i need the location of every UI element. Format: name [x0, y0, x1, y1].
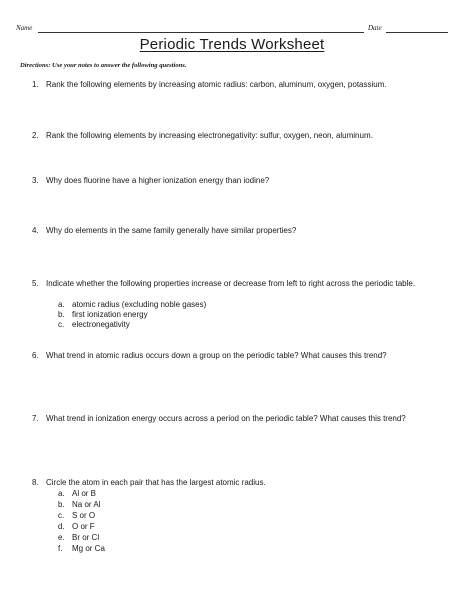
date-label: Date — [368, 24, 382, 32]
name-label: Name — [16, 24, 33, 32]
question-6 — [32, 351, 402, 361]
list-item — [58, 500, 100, 510]
item-letter: a. — [58, 300, 65, 309]
list-item — [58, 320, 130, 330]
question-number: 3. — [32, 176, 39, 185]
item-text: S or O — [72, 511, 96, 520]
list-item — [58, 310, 148, 320]
question-text: Rank the following elements by increasing electronegativity: sulfur, oxygen, neon, aluminum. — [46, 131, 373, 140]
item-text: Na or Al — [72, 500, 101, 509]
list-item — [58, 533, 99, 543]
question-number: 5. — [32, 279, 39, 288]
list-item — [58, 489, 96, 499]
question-text: Rank the following elements by increasing atomic radius: carbon, aluminum, oxygen, potassium. — [46, 80, 387, 89]
title-text: Periodic Trends Worksheet — [139, 36, 325, 53]
page-title — [0, 36, 464, 53]
question-7 — [32, 414, 412, 424]
item-letter: c. — [58, 511, 65, 520]
item-letter: e. — [58, 533, 65, 542]
question-text: Why does fluorine have a higher ionization energy than iodine? — [46, 176, 270, 185]
list-item — [58, 544, 105, 554]
item-letter: b. — [58, 500, 65, 509]
question-text: Indicate whether the following properties increase or decrease from left to right across the periodic table. — [46, 279, 416, 288]
item-text: atomic radius (excluding noble gases) — [72, 300, 207, 309]
question-1 — [32, 80, 432, 90]
question-5 — [32, 279, 418, 289]
question-number: 6. — [32, 351, 39, 360]
item-text: Br or Cl — [72, 533, 100, 542]
list-item — [58, 300, 206, 310]
item-letter: b. — [58, 310, 65, 319]
question-3 — [32, 176, 432, 186]
question-text: Circle the atom in each pair that has the largest atomic radius. — [46, 478, 266, 487]
list-item — [58, 511, 95, 521]
question-number: 2. — [32, 131, 39, 140]
question-4 — [32, 226, 432, 236]
item-text: Mg or Ca — [72, 544, 105, 553]
name-date-header — [16, 24, 448, 36]
item-text: O or F — [72, 522, 95, 531]
question-number: 8. — [32, 478, 39, 487]
item-text: Al or B — [72, 489, 97, 498]
item-text: first ionization energy — [72, 310, 148, 319]
question-text: What trend in atomic radius occurs down a group on the periodic table? What causes this trend? — [46, 351, 387, 360]
item-text: electronegativity — [72, 320, 130, 329]
question-text: Why do elements in the same family generally have similar properties? — [46, 226, 297, 235]
question-number: 4. — [32, 226, 39, 235]
question-number: 7. — [32, 414, 39, 423]
question-text: What trend in ionization energy occurs across a period on the periodic table? What causes this trend? — [46, 414, 406, 423]
date-line — [386, 32, 448, 33]
item-letter: f. — [58, 544, 63, 553]
item-letter: d. — [58, 522, 65, 531]
question-number: 1. — [32, 80, 39, 89]
directions: Directions: Use your notes to answer the following questions. — [20, 62, 187, 69]
name-line — [38, 32, 364, 33]
question-8 — [32, 478, 432, 488]
question-2 — [32, 131, 452, 141]
item-letter: a. — [58, 489, 65, 498]
item-letter: c. — [58, 320, 65, 329]
list-item — [58, 522, 95, 532]
